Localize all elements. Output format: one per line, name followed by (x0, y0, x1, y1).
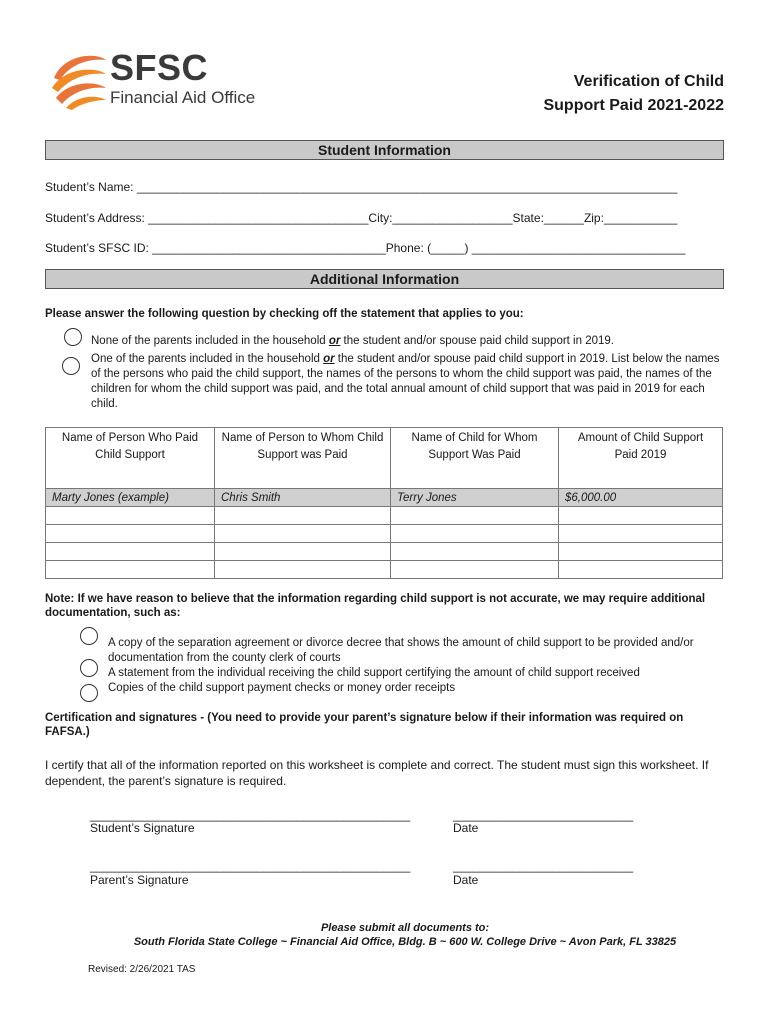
option-paid-radio[interactable] (62, 357, 80, 375)
table-cell[interactable] (215, 561, 391, 579)
option-none-text: None of the parents included in the household or the student and/or spouse paid child support in 2019. (91, 335, 614, 347)
student-info-heading: Student Information (45, 140, 724, 160)
col-header-payee: Name of Person to Whom Child Support was Paid (215, 428, 391, 489)
document-title (543, 70, 724, 118)
student-name-field[interactable]: Student’s Name: _________________________________________________________________________________ (45, 180, 678, 194)
option-paid-or: or (323, 353, 335, 365)
logo-wordmark: SFSC (110, 47, 209, 88)
student-signature-line[interactable]: ________________________________________________ (90, 808, 411, 822)
table-cell[interactable] (559, 507, 723, 525)
student-address-field[interactable]: Student’s Address: _________________________________City:__________________State:______Zip:___________ (45, 211, 678, 225)
col-header-child: Name of Child for Whom Support Was Paid (391, 428, 559, 489)
table-cell[interactable] (46, 561, 215, 579)
table-cell[interactable] (559, 561, 723, 579)
certification-text: I certify that all of the information reported on this worksheet is complete and correct. The student must sign this worksheet. If dependent, the parent’s signature is required. (45, 758, 709, 788)
table-row (46, 507, 723, 525)
parent-date-label: Date (453, 873, 479, 887)
table-cell[interactable] (559, 543, 723, 561)
table-row (46, 543, 723, 561)
table-header-row (46, 428, 723, 489)
note-text: Note: If we have reason to believe that the information regarding child support is not accurate, we may require additional documentation, such as: (45, 593, 706, 619)
table-cell[interactable] (391, 525, 559, 543)
student-date-label: Date (453, 821, 479, 835)
table-cell[interactable] (215, 507, 391, 525)
table-cell[interactable] (391, 543, 559, 561)
table-cell: Terry Jones (391, 489, 559, 507)
student-signature-label: Student’s Signature (90, 821, 195, 835)
student-id-phone-field[interactable]: Student’s SFSC ID: ___________________________________Phone: (_____) ________________________________ (45, 241, 686, 255)
table-cell[interactable] (46, 507, 215, 525)
table-cell: Marty Jones (example) (46, 489, 215, 507)
table-cell[interactable] (215, 525, 391, 543)
parent-date-line[interactable]: ___________________________ (453, 859, 634, 873)
footer-submit: Please submit all documents to: (320, 922, 490, 934)
parent-signature-label: Parent’s Signature (90, 873, 189, 887)
revision-note: Revised: 2/26/2021 TAS (88, 964, 196, 975)
col-header-payer: Name of Person Who Paid Child Support (46, 428, 215, 489)
doc-checks-text: Copies of the child support payment checks or money order receipts (108, 682, 456, 694)
child-support-table (45, 427, 723, 579)
table-row-example (46, 489, 723, 507)
footer-address: South Florida State College ~ Financial Aid Office, Bldg. B ~ 600 W. College Drive ~ Avon Park, FL 33825 (133, 936, 677, 948)
table-cell[interactable] (46, 543, 215, 561)
doc-separation-text: A copy of the separation agreement or divorce decree that shows the amount of child support to be provided and/or documentation from the county clerk of courts (108, 637, 694, 664)
table-cell: $6,000.00 (559, 489, 723, 507)
table-cell[interactable] (46, 525, 215, 543)
doc-statement-text: A statement from the individual receiving the child support certifying the amount of child support received (108, 667, 640, 679)
option-none-radio[interactable] (64, 328, 82, 346)
doc-separation-radio[interactable] (80, 627, 98, 645)
table-cell[interactable] (391, 561, 559, 579)
table-cell: Chris Smith (215, 489, 391, 507)
table-row (46, 561, 723, 579)
table-row (46, 525, 723, 543)
option-paid-text: One of the parents included in the household or the student and/or spouse paid child support in 2019. List below the names of the persons who paid the child support, the names of the persons to whom the child support was paid, the names of the children for whom the child support was paid, and the total annual amount of child support that was paid in 2019 for each child. (91, 353, 720, 410)
certification-heading: Certification and signatures - (You need to provide your parent’s signature below if their information was required on FAFSA.) (45, 712, 684, 738)
doc-statement-radio[interactable] (80, 659, 98, 677)
table-cell[interactable] (215, 543, 391, 561)
title-line-1: Verification of Child (573, 73, 724, 90)
title-line-2: Support Paid 2021-2022 (543, 97, 724, 114)
option-none-or: or (328, 335, 341, 347)
table-cell[interactable] (391, 507, 559, 525)
instruction-text: Please answer the following question by checking off the statement that applies to you: (45, 308, 524, 320)
col-header-amount: Amount of Child Support Paid 2019 (559, 428, 723, 489)
doc-checks-radio[interactable] (80, 684, 98, 702)
student-date-line[interactable]: ___________________________ (453, 808, 634, 822)
parent-signature-line[interactable]: ________________________________________________ (90, 859, 411, 873)
table-cell[interactable] (559, 525, 723, 543)
additional-info-heading: Additional Information (45, 269, 724, 289)
logo-subtitle: Financial Aid Office (110, 88, 256, 107)
